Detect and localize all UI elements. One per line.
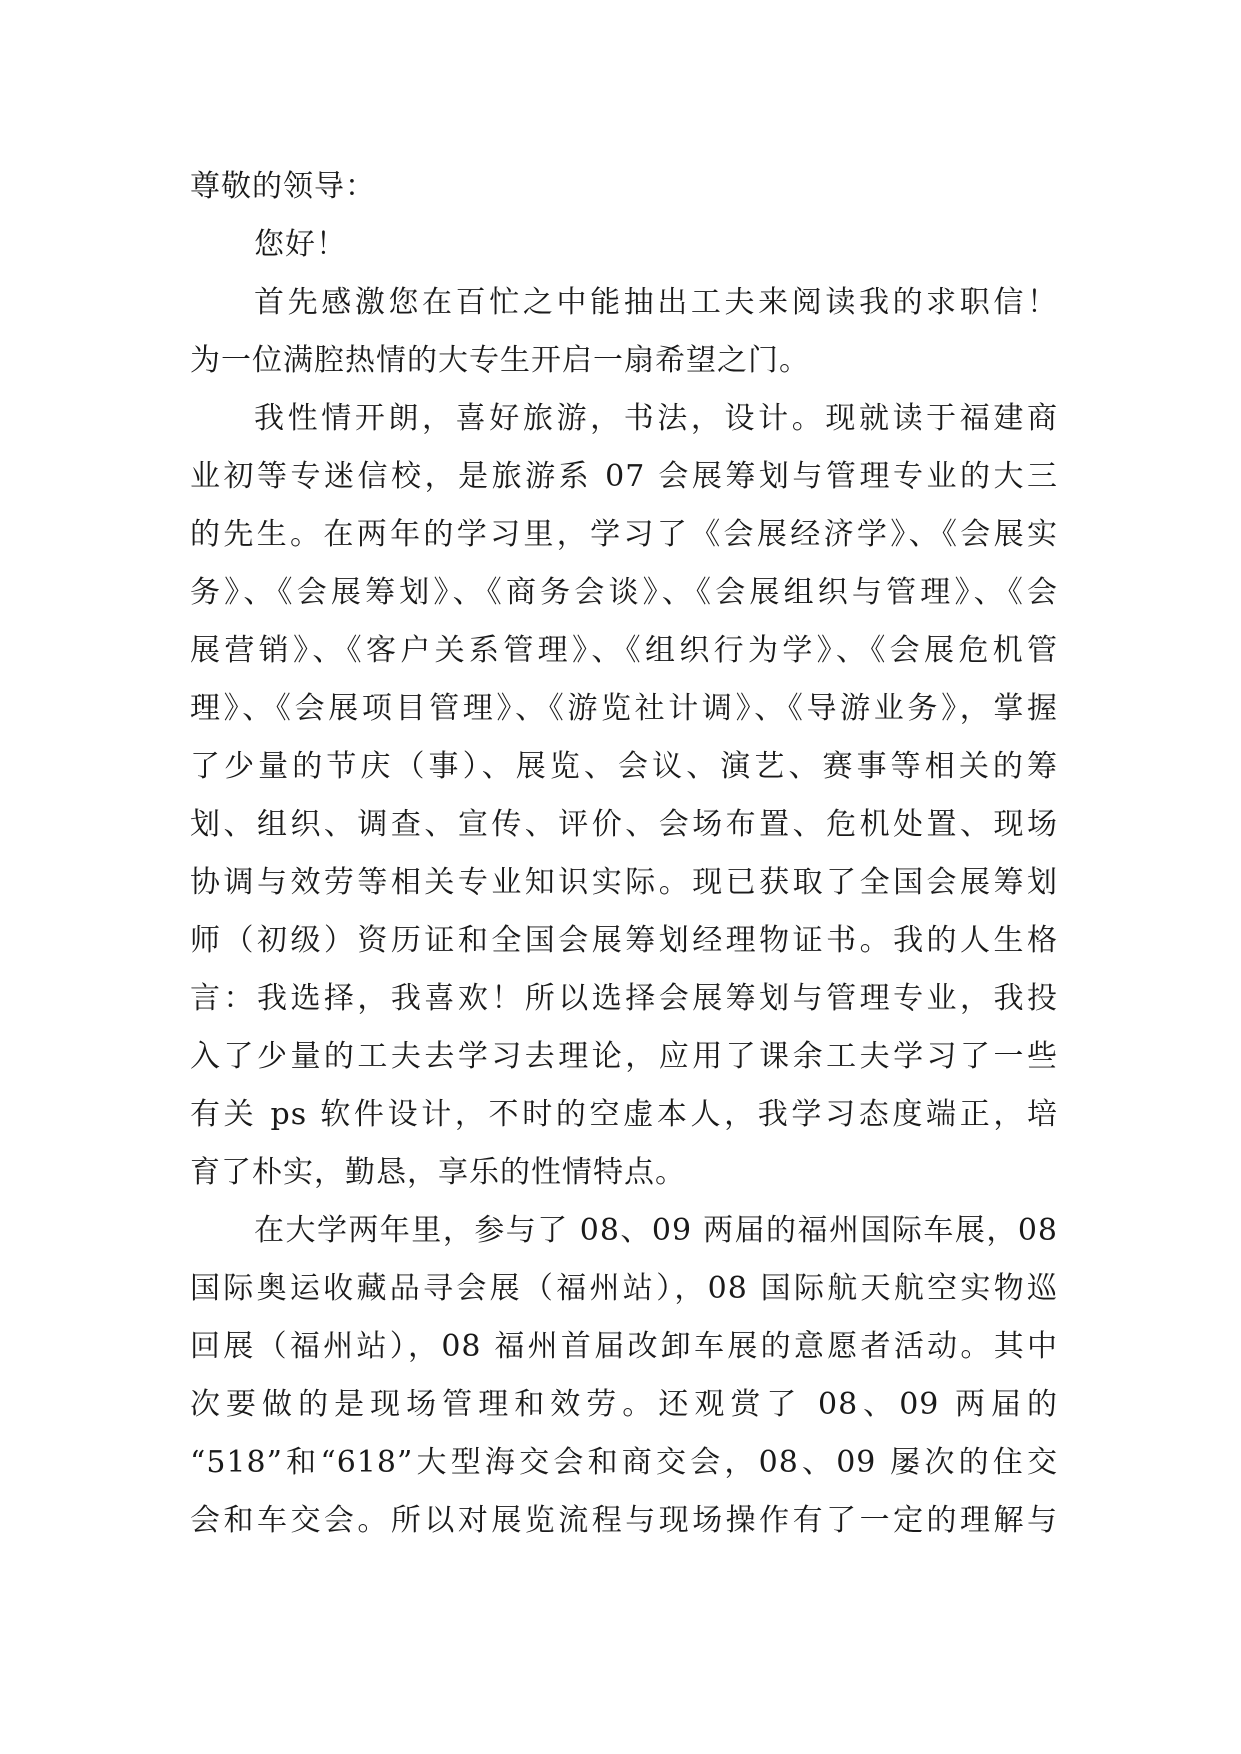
- paragraph-self-introduction: [190, 390, 1058, 1202]
- paragraph-line: 理》、《会展项目管理》、《游览社计调》、《导游业务》，掌握: [190, 691, 1058, 726]
- paragraph-line: 师（初级）资历证和全国会展筹划经理物证书。我的人生格: [190, 923, 1058, 958]
- paragraph-line: 有关 ps 软件设计，不时的空虚本人，我学习态度端正，培: [190, 1097, 1058, 1132]
- salutation: 尊敬的领导：: [190, 169, 376, 204]
- paragraph-line: 在大学两年里，参与了 08、09 两届的福州国际车展，08: [254, 1213, 1058, 1248]
- paragraph-line: 协调与效劳等相关专业知识实际。现已获取了全国会展筹划: [190, 865, 1058, 900]
- paragraph-line: 国际奥运收藏品寻会展（福州站），08 国际航天航空实物巡: [190, 1271, 1058, 1306]
- paragraph-line: “518”和“618”大型海交会和商交会，08、09 屡次的住交: [190, 1445, 1058, 1480]
- paragraph-line: 次要做的是现场管理和效劳。还观赏了 08、09 两届的: [190, 1387, 1058, 1422]
- paragraph-line: 首先感激您在百忙之中能抽出工夫来阅读我的求职信！: [254, 285, 1058, 320]
- paragraph-line: 入了少量的工夫去学习去理论，应用了课余工夫学习了一些: [190, 1039, 1058, 1074]
- paragraph-line: 会和车交会。所以对展览流程与现场操作有了一定的理解与: [190, 1503, 1058, 1538]
- letter-body: [190, 158, 1058, 1550]
- paragraph-line: 务》、《会展筹划》、《商务会谈》、《会展组织与管理》、《会: [190, 575, 1058, 610]
- paragraph-line: 言：我选择，我喜欢！所以选择会展筹划与管理专业，我投: [190, 981, 1058, 1016]
- paragraph-line: 了少量的节庆（事）、展览、会议、演艺、赛事等相关的筹: [190, 749, 1058, 784]
- paragraph-experience: [190, 1202, 1058, 1550]
- paragraph-line: 回展（福州站），08 福州首届改卸车展的意愿者活动。其中: [190, 1329, 1058, 1364]
- paragraph-line: 业初等专迷信校，是旅游系 07 会展筹划与管理专业的大三: [190, 459, 1058, 494]
- greeting: 您好！: [254, 227, 347, 262]
- paragraph-line: 展营销》、《客户关系管理》、《组织行为学》、《会展危机管: [190, 633, 1058, 668]
- paragraph-line: 我性情开朗，喜好旅游，书法，设计。现就读于福建商: [254, 401, 1058, 436]
- paragraph-line: 育了朴实，勤恳，享乐的性情特点。: [190, 1155, 686, 1190]
- paragraph-line: 划、组织、调查、宣传、评价、会场布置、危机处置、现场: [190, 807, 1058, 842]
- paragraph-line: 的先生。在两年的学习里，学习了《会展经济学》、《会展实: [190, 517, 1058, 552]
- paragraph-gratitude: [190, 274, 1058, 390]
- paragraph-line: 为一位满腔热情的大专生开启一扇希望之门。: [190, 343, 810, 378]
